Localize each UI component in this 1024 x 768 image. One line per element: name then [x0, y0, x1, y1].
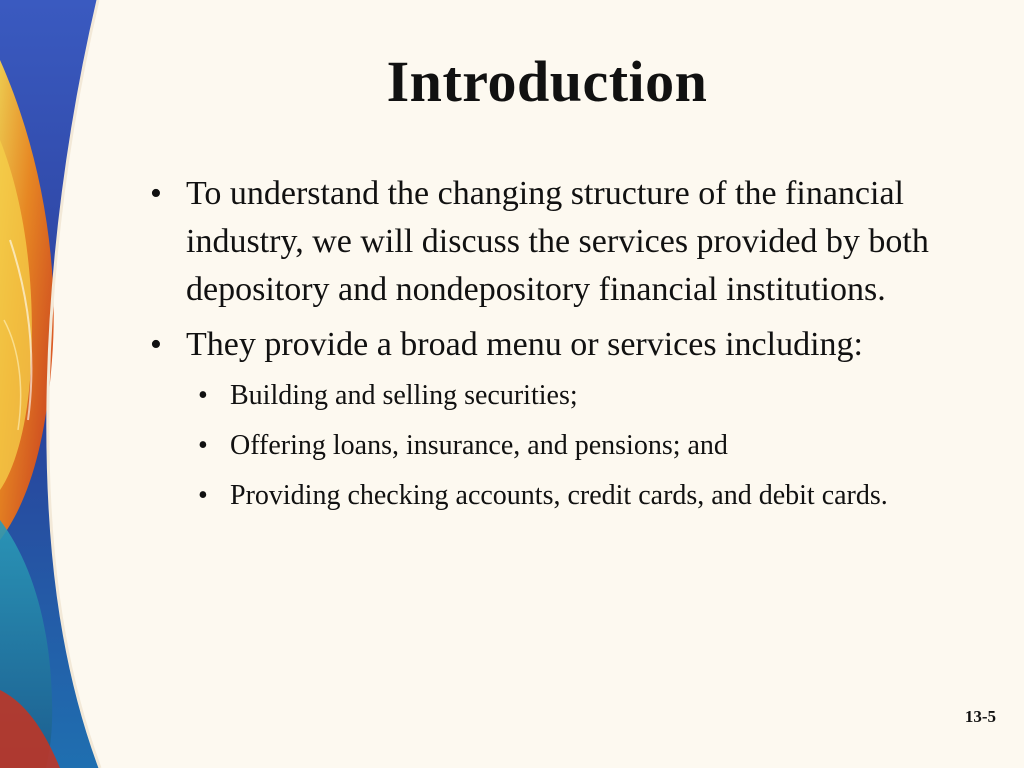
sub-bullet-item-2 [150, 426, 970, 466]
sub-bullet-icon: • [198, 480, 208, 511]
sub-bullet-icon: • [198, 430, 208, 461]
page-number: 13-5 [964, 707, 996, 726]
sub-bullet-icon: • [198, 380, 208, 411]
decorative-swirl-art [0, 0, 160, 768]
sub-bullet-text: Providing checking accounts, credit cards, and debit cards. [230, 480, 888, 511]
sub-bullet-item-3 [150, 476, 970, 516]
bullet-item-1 [150, 170, 970, 314]
bullet-icon: • [150, 326, 162, 363]
sub-bullet-text: Offering loans, insurance, and pensions; and [230, 430, 728, 461]
sub-bullet-item-1 [150, 376, 970, 416]
sub-bullet-text: Building and selling securities; [230, 380, 578, 411]
bullet-icon: • [150, 175, 162, 212]
bullet-list [150, 170, 970, 526]
bullet-text: They provide a broad menu or services including: [186, 326, 863, 363]
slide-title: Introduction [386, 49, 708, 114]
bullet-item-2 [150, 321, 970, 369]
bullet-text: To understand the changing structure of the financial industry, we will discuss the services provided by both depository and nondepository financial institutions. [186, 175, 929, 308]
